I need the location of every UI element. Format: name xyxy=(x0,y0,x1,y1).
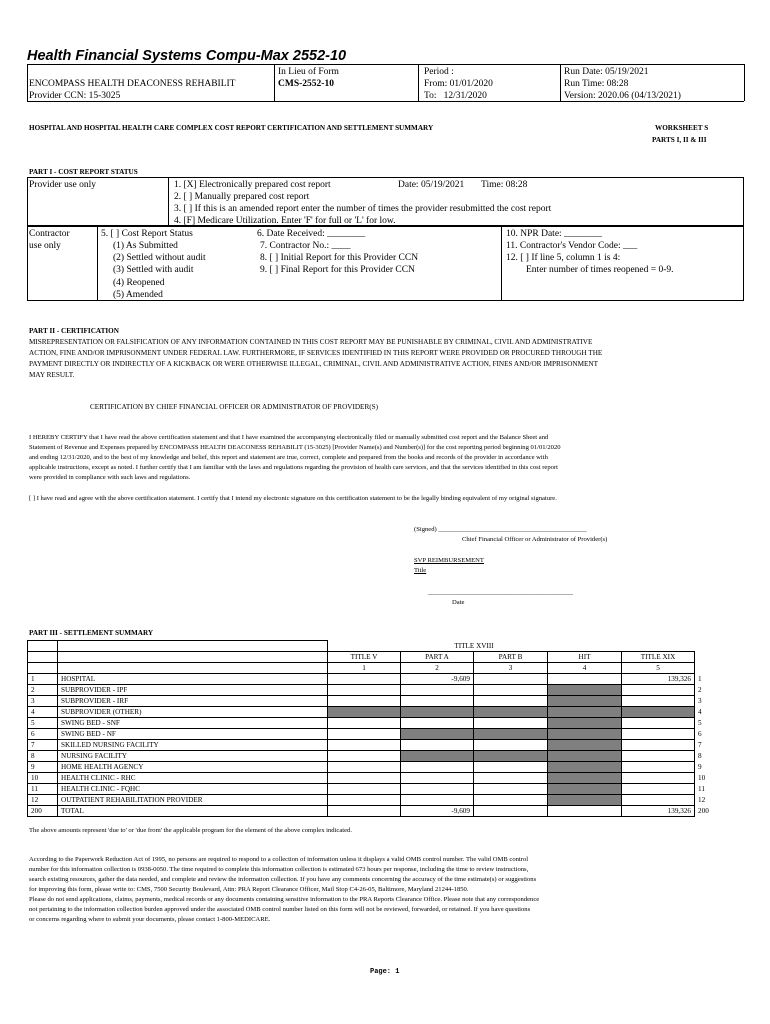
amount-cell xyxy=(548,740,622,751)
line-number: 6 xyxy=(28,729,58,740)
line-number: 9 xyxy=(28,762,58,773)
line-label: SUBPROVIDER - IRF xyxy=(58,696,328,707)
line-label: SUBPROVIDER - IPF xyxy=(58,685,328,696)
amount-cell xyxy=(474,762,548,773)
column-number: 3 xyxy=(474,663,548,674)
amount-cell: -9,609 xyxy=(401,674,474,685)
amount-cell xyxy=(548,674,622,685)
period-to: To: 12/31/2020 xyxy=(424,91,487,101)
status-option: (2) Settled without audit xyxy=(113,253,206,263)
npr-date: 10. NPR Date: ________ xyxy=(506,229,603,239)
part2-heading: PART II - CERTIFICATION xyxy=(29,327,119,335)
amount-cell xyxy=(548,773,622,784)
amount-cell xyxy=(401,795,474,806)
vendor-code: 11. Contractor's Vendor Code: ___ xyxy=(506,241,638,251)
line-label: HEALTH CLINIC - FQHC xyxy=(58,784,328,795)
table-row xyxy=(28,751,715,762)
line-number: 10 xyxy=(28,773,58,784)
amount-cell xyxy=(548,696,622,707)
amount-cell xyxy=(401,773,474,784)
amount-cell xyxy=(401,685,474,696)
column-header: TITLE V xyxy=(328,652,401,663)
title-xviii-header: TITLE XVIII xyxy=(454,641,494,650)
amount-cell xyxy=(328,806,401,817)
line-number: 1 xyxy=(28,674,58,685)
amount-cell xyxy=(474,795,548,806)
paperwork-line: According to the Paperwork Reduction Act of 1995, no persons are required to respond to a collection of information unless it displays a valid OMB control number. The valid OMB control xyxy=(29,856,529,863)
line-number-right: 8 xyxy=(698,752,702,760)
amount-cell xyxy=(401,751,474,762)
line-number: 11 xyxy=(28,784,58,795)
status-line-1: 1. [X] Electronically prepared cost report xyxy=(174,180,331,190)
table-row xyxy=(28,718,715,729)
certification-heading: CERTIFICATION BY CHIEF FINANCIAL OFFICER OR ADMINISTRATOR OF PROVIDER(S) xyxy=(90,403,379,411)
warning-text: PAYMENT DIRECTLY OR INDIRECTLY OF A KICKBACK OR WERE OTHERWISE ILLEGAL, CRIMINAL, CIVIL AND ADMINISTRATIVE ACTION, FINES AND/OR IMPRISONMENT xyxy=(29,360,598,368)
line-label: TOTAL xyxy=(58,806,328,817)
initial-report: 8. [ ] Initial Report for this Provider CCN xyxy=(260,253,419,263)
amount-cell xyxy=(401,784,474,795)
column-header: TITLE XIX xyxy=(622,652,695,663)
amount-cell xyxy=(401,696,474,707)
signed-line: (Signed) _____________________________________________ xyxy=(414,526,587,533)
line-label: SUBPROVIDER (OTHER) xyxy=(58,707,328,718)
signer-role: Chief Financial Officer or Administrator of Provider(s) xyxy=(462,536,608,543)
contractor-number: 7. Contractor No.: ____ xyxy=(260,241,351,251)
amount-cell xyxy=(328,707,401,718)
amount-cell xyxy=(328,685,401,696)
table-row xyxy=(28,795,715,806)
amount-cell xyxy=(401,740,474,751)
amount-cell xyxy=(328,674,401,685)
amount-cell xyxy=(548,762,622,773)
line-label: SWING BED - NF xyxy=(58,729,328,740)
amount-cell xyxy=(474,674,548,685)
line-number: 3 xyxy=(28,696,58,707)
provider-use-label: Provider use only xyxy=(29,180,97,190)
line-label: HOME HEALTH AGENCY xyxy=(58,762,328,773)
header-divider xyxy=(274,64,275,101)
amount-cell xyxy=(401,707,474,718)
line-number: 7 xyxy=(28,740,58,751)
column-number: 2 xyxy=(401,663,474,674)
line-label: HOSPITAL xyxy=(58,674,328,685)
column-header: HIT xyxy=(548,652,622,663)
esignature-statement: [ ] I have read and agree with the above certification statement. I certify that I intend my electronic signature on this certification statement to be the legally binding equivalent of my original signature. xyxy=(29,495,557,502)
column-header: PART A xyxy=(401,652,474,663)
paperwork-line: not pertaining to the information collection burden approved under the associated OMB control number listed on this form will not be reviewed, forwarded, or retained. If you have questions xyxy=(29,906,531,913)
amount-cell xyxy=(622,762,695,773)
status-line-2: 2. [ ] Manually prepared cost report xyxy=(174,192,310,202)
line-number-right: 9 xyxy=(698,763,702,771)
line-number: 4 xyxy=(28,707,58,718)
amount-cell xyxy=(622,729,695,740)
in-lieu-label: In Lieu of Form xyxy=(278,67,339,77)
line-number-right: 12 xyxy=(698,796,706,804)
paperwork-line: Please do not send applications, claims, payments, medical records or any documents containing sensitive information to the PRA Reports Clearance Office. Please note that any correspondence xyxy=(29,896,540,903)
status-date: Date: 05/19/2021 xyxy=(398,180,465,190)
amount-cell xyxy=(474,806,548,817)
amount-cell xyxy=(401,729,474,740)
part1-heading: PART I - COST REPORT STATUS xyxy=(29,168,138,176)
line-number-right: 4 xyxy=(698,708,702,716)
amount-cell xyxy=(328,740,401,751)
line-label: OUTPATIENT REHABILITATION PROVIDER xyxy=(58,795,328,806)
line-label: SKILLED NURSING FACILITY xyxy=(58,740,328,751)
amount-cell xyxy=(548,784,622,795)
line-number-right: 200 xyxy=(698,807,709,815)
header-left-border xyxy=(27,64,28,101)
line-number-right: 2 xyxy=(698,686,702,694)
paperwork-line: or concerns regarding where to submit your documents, please contact 1-800-MEDICARE. xyxy=(29,916,271,923)
reopen-line: 12. [ ] If line 5, column 1 is 4: xyxy=(506,253,621,263)
amount-cell xyxy=(401,718,474,729)
paperwork-notice xyxy=(29,855,539,925)
status-option: (5) Amended xyxy=(113,290,163,300)
certification-text: I HEREBY CERTIFY that I have read the above certification statement and that I have examined the accompanying electronically filed or manually submitted cost report and the Balance Sheet and xyxy=(29,434,549,441)
table-header-row xyxy=(28,652,715,663)
amount-cell xyxy=(548,806,622,817)
provider-use-divider xyxy=(168,177,169,226)
status-option: (3) Settled with audit xyxy=(113,265,194,275)
page-number: Page: 1 xyxy=(370,968,400,976)
certification-text: Statement of Revenue and Expenses prepared by ENCOMPASS HEALTH DEACONESS REHABILIT (15-3025) [Provider Name(s) and Number(s)] for the cost reporting period beginning 01/01/2020 xyxy=(29,444,561,451)
amount-cell xyxy=(474,718,548,729)
amount-cell xyxy=(548,707,622,718)
amount-cell xyxy=(328,773,401,784)
amount-cell xyxy=(622,685,695,696)
contractor-divider xyxy=(501,226,502,301)
amount-cell: 139,326 xyxy=(622,674,695,685)
signer-title: SVP REIMBURSEMENT xyxy=(414,557,484,564)
amount-cell xyxy=(548,718,622,729)
line-number-right: 5 xyxy=(698,719,702,727)
line-number-right: 11 xyxy=(698,785,705,793)
table-row xyxy=(28,674,715,685)
date-line: ____________________________________________ xyxy=(428,589,574,596)
column-number: 1 xyxy=(328,663,401,674)
document-title: Health Financial Systems Compu-Max 2552-10 xyxy=(27,48,347,64)
amount-cell: -9,609 xyxy=(401,806,474,817)
certification-text: and ending 12/31/2020, and to the best of my knowledge and belief, this report and statement are true, correct, complete and prepared from the books and records of the provider in accordance with xyxy=(29,454,548,461)
amount-cell xyxy=(622,751,695,762)
amount-cell xyxy=(548,795,622,806)
table-row xyxy=(28,685,715,696)
amount-cell xyxy=(328,762,401,773)
line-number: 5 xyxy=(28,718,58,729)
run-time: Run Time: 08:28 xyxy=(564,79,629,89)
amount-cell xyxy=(474,773,548,784)
header-divider xyxy=(560,64,561,101)
settlement-summary-table xyxy=(27,640,715,817)
amount-cell xyxy=(474,685,548,696)
table-header-row xyxy=(28,641,715,652)
header-top-rule xyxy=(27,64,744,65)
amount-cell xyxy=(622,795,695,806)
amount-cell xyxy=(474,784,548,795)
paperwork-line: number for this information collection is 0938-0050. The time required to complete this information collection is estimated 673 hours per response, including the time to review instructions, xyxy=(29,866,529,873)
worksheet-label: WORKSHEET S xyxy=(655,124,709,132)
amount-cell xyxy=(548,729,622,740)
status-time: Time: 08:28 xyxy=(481,180,528,190)
settlement-note: The above amounts represent 'due to' or 'due from' the applicable program for the element of the above complex indicated. xyxy=(29,827,352,834)
version: Version: 2020.06 (04/13/2021) xyxy=(564,91,681,101)
warning-text: ACTION, FINE AND/OR IMPRISONMENT UNDER FEDERAL LAW. FURTHERMORE, IF SERVICES IDENTIFIED IN THIS REPORT WERE PROVIDED OR PROCURED THROUGH THE xyxy=(29,349,603,357)
amount-cell xyxy=(622,707,695,718)
line-label: HEALTH CLINIC - RHC xyxy=(58,773,328,784)
line-number-right: 7 xyxy=(698,741,702,749)
amount-cell xyxy=(622,784,695,795)
cost-report-status: 5. [ ] Cost Report Status xyxy=(101,229,193,239)
header-right-border xyxy=(744,64,745,101)
paperwork-line: search existing resources, gather the data needed, and complete and review the information collection. If you have any comments concerning the accuracy of the time estimate(s) or suggestions xyxy=(29,876,537,883)
status-option: (4) Reopened xyxy=(113,278,165,288)
line-label: SWING BED - SNF xyxy=(58,718,328,729)
amount-cell xyxy=(328,795,401,806)
line-number-right: 3 xyxy=(698,697,702,705)
amount-cell: 139,326 xyxy=(622,806,695,817)
certification-text: applicable instructions, except as noted. I further certify that I am familiar with the laws and regulations regarding the provision of health care services, and that the services identified in this cost report xyxy=(29,464,558,471)
date-received: 6. Date Received: ________ xyxy=(257,229,366,239)
amount-cell xyxy=(548,751,622,762)
provider-ccn: Provider CCN: 15-3025 xyxy=(29,91,121,101)
status-line-3: 3. [ ] If this is an amended report enter the number of times the provider resubmitted the cost report xyxy=(174,204,552,214)
parts-label: PARTS I, II & III xyxy=(652,136,707,144)
status-line-4: 4. [F] Medicare Utilization. Enter 'F' for full or 'L' for low. xyxy=(174,216,396,226)
warning-text: MISREPRESENTATION OR FALSIFICATION OF ANY INFORMATION CONTAINED IN THIS COST REPORT MAY BE PUNISHABLE BY CRIMINAL, CIVIL AND ADMINISTRATIVE xyxy=(29,338,593,346)
contractor-label: Contractor xyxy=(29,229,70,239)
date-label: Date xyxy=(452,599,465,606)
table-row xyxy=(28,729,715,740)
table-row xyxy=(28,773,715,784)
amount-cell xyxy=(401,762,474,773)
line-number: 200 xyxy=(28,806,58,817)
amount-cell xyxy=(474,729,548,740)
table-row xyxy=(28,696,715,707)
warning-text: MAY RESULT. xyxy=(29,371,75,379)
contractor-divider xyxy=(97,226,98,301)
amount-cell xyxy=(548,685,622,696)
table-row xyxy=(28,762,715,773)
table-row xyxy=(28,740,715,751)
table-row xyxy=(28,707,715,718)
part3-heading: PART III - SETTLEMENT SUMMARY xyxy=(29,629,154,637)
line-label: NURSING FACILITY xyxy=(58,751,328,762)
table-row xyxy=(28,806,715,817)
paperwork-line: for improving this form, please write to: CMS, 7500 Security Boulevard, Attn: PRA Report Clearance Officer, Mail Stop C4-26-05, Baltimore, Maryland 21244-1850. xyxy=(29,886,469,893)
amount-cell xyxy=(328,718,401,729)
amount-cell xyxy=(328,696,401,707)
amount-cell xyxy=(622,740,695,751)
period-label: Period : xyxy=(424,67,454,77)
header-divider xyxy=(418,64,419,101)
contractor-label: use only xyxy=(29,241,61,251)
amount-cell xyxy=(622,773,695,784)
line-number-right: 1 xyxy=(698,675,702,683)
column-number: 4 xyxy=(548,663,622,674)
status-option: (1) As Submitted xyxy=(113,241,178,251)
amount-cell xyxy=(328,729,401,740)
amount-cell xyxy=(474,696,548,707)
amount-cell xyxy=(474,751,548,762)
run-date: Run Date: 05/19/2021 xyxy=(564,67,649,77)
line-number-right: 6 xyxy=(698,730,702,738)
doc-heading: HOSPITAL AND HOSPITAL HEALTH CARE COMPLEX COST REPORT CERTIFICATION AND SETTLEMENT SUMMARY xyxy=(29,124,434,132)
form-number: CMS-2552-10 xyxy=(278,79,334,89)
amount-cell xyxy=(474,707,548,718)
reopen-instruction: Enter number of times reopened = 0-9. xyxy=(526,265,674,275)
line-number: 2 xyxy=(28,685,58,696)
certification-text: were provided in compliance with such laws and regulations. xyxy=(29,474,191,481)
amount-cell xyxy=(622,718,695,729)
line-number: 8 xyxy=(28,751,58,762)
period-from: From: 01/01/2020 xyxy=(424,79,493,89)
amount-cell xyxy=(328,751,401,762)
table-row xyxy=(28,784,715,795)
table-header-row xyxy=(28,663,715,674)
column-number: 5 xyxy=(622,663,695,674)
amount-cell xyxy=(474,740,548,751)
title-label: Title xyxy=(414,567,427,574)
amount-cell xyxy=(622,696,695,707)
column-header: PART B xyxy=(474,652,548,663)
line-number-right: 10 xyxy=(698,774,706,782)
provider-name: ENCOMPASS HEALTH DEACONESS REHABILIT xyxy=(29,79,236,89)
amount-cell xyxy=(328,784,401,795)
final-report: 9. [ ] Final Report for this Provider CCN xyxy=(260,265,415,275)
line-number: 12 xyxy=(28,795,58,806)
